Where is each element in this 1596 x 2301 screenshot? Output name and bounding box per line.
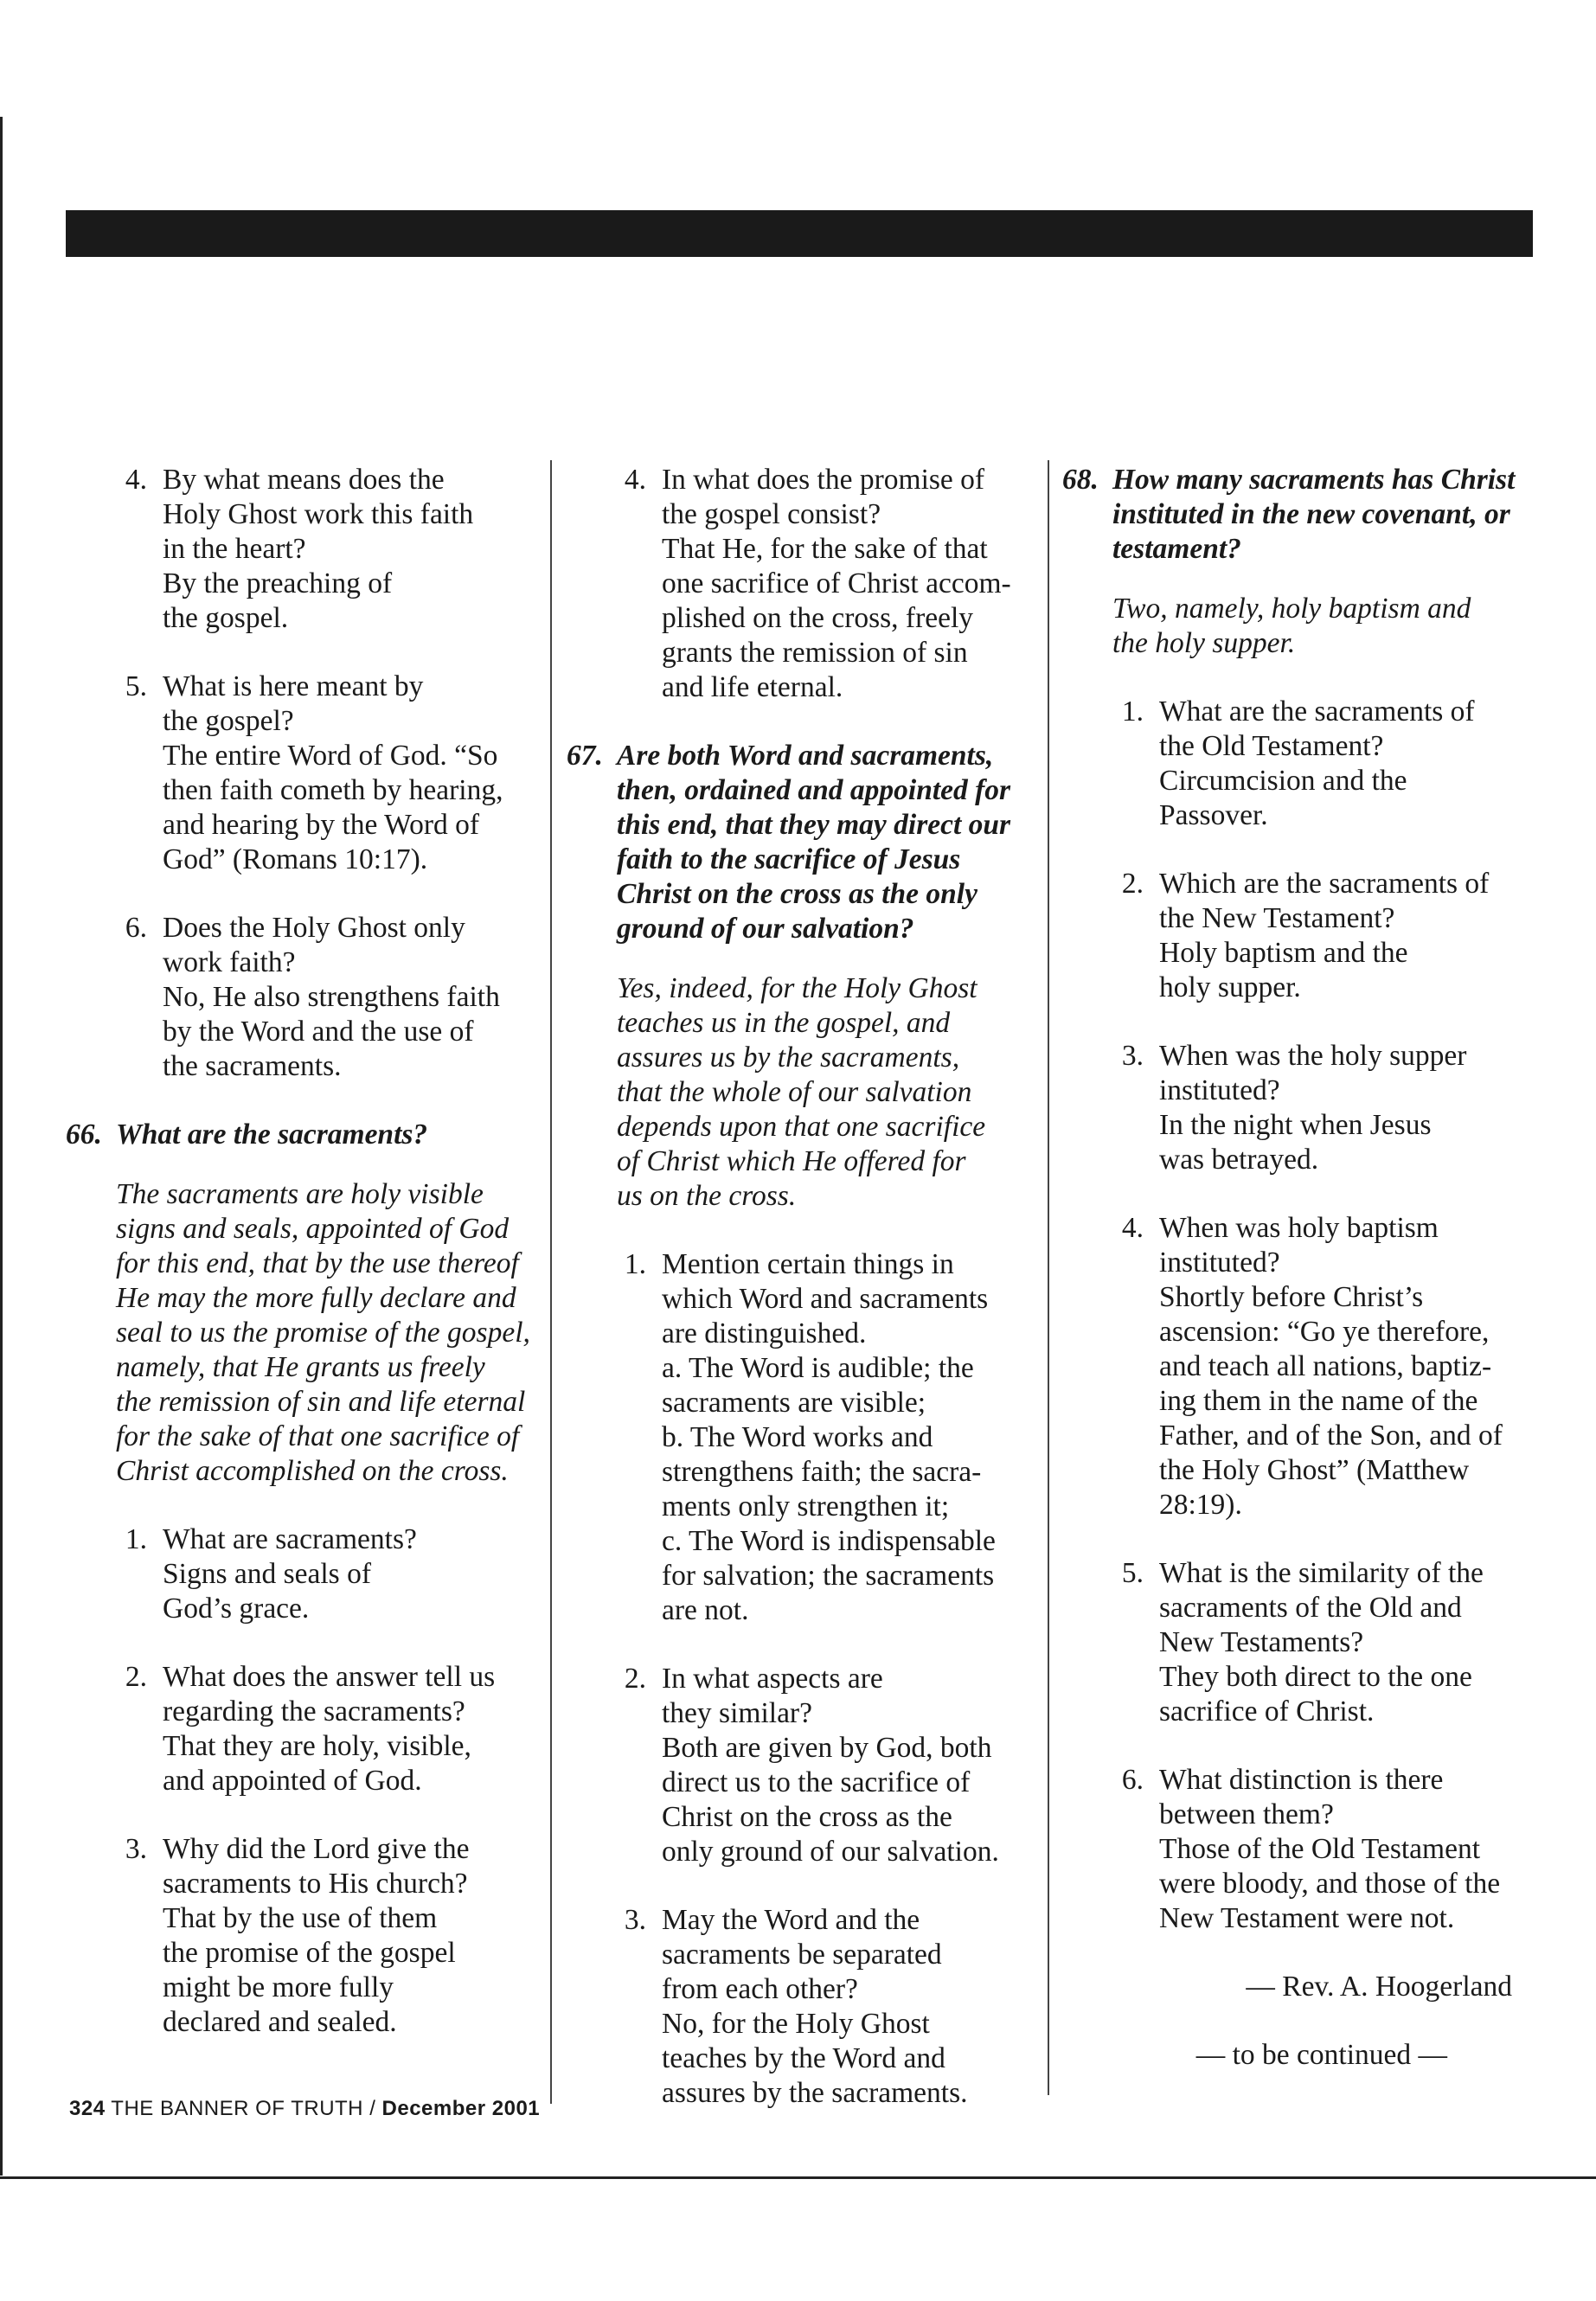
sub-question-6	[66, 911, 542, 1084]
question-number: 67.	[567, 740, 603, 772]
answer-66	[66, 1177, 542, 1489]
text-line: Why did the Lord give the	[163, 1833, 470, 1865]
text-line: In what aspects are	[662, 1663, 883, 1695]
answer-line: the holy supper.	[1112, 627, 1296, 659]
text-line: sacraments are visible;	[662, 1387, 926, 1419]
text-line: only ground of our salvation.	[662, 1836, 999, 1868]
text-line: No, for the Holy Ghost	[662, 2008, 930, 2040]
text-line: ing them in the name of the	[1159, 1385, 1478, 1417]
text-line: declared and sealed.	[163, 2006, 397, 2038]
text-line: In the night when Jesus	[1159, 1109, 1432, 1141]
item-number: 3.	[1121, 1040, 1144, 1072]
text-line: By the preaching of	[163, 567, 393, 599]
question-text: this end, that they may direct our	[617, 809, 1011, 841]
page-number: 324	[69, 2097, 106, 2120]
answer-line: Two, namely, holy baptism and	[1112, 593, 1471, 625]
text-line: God” (Romans 10:17).	[163, 843, 428, 875]
text-line: Holy Ghost work this faith	[163, 498, 474, 530]
page-footer	[69, 2097, 540, 2121]
sub-question-5	[66, 670, 542, 877]
answer-line: Christ accomplished on the cross.	[116, 1455, 509, 1487]
text-line: strengthens faith; the sacra-	[662, 1456, 982, 1488]
text-line: When was the holy supper	[1159, 1040, 1467, 1072]
answer-line: the remission of sin and life eternal	[116, 1386, 526, 1418]
text-line: the New Testament?	[1159, 902, 1395, 934]
answer-line: Yes, indeed, for the Holy Ghost	[617, 972, 977, 1004]
column-3	[1062, 463, 1529, 2073]
sub-question-5	[1062, 1556, 1529, 1729]
text-line: grants the remission of sin	[662, 637, 968, 669]
answer-line: us on the cross.	[617, 1180, 797, 1212]
item-number: 3.	[624, 1904, 646, 1936]
sub-question-1	[66, 1522, 542, 1626]
text-line: regarding the sacraments?	[163, 1695, 465, 1727]
text-line: and life eternal.	[662, 671, 843, 703]
sub-question-2	[1062, 867, 1529, 1005]
text-line: What are the sacraments of	[1159, 695, 1475, 727]
column-1	[66, 463, 542, 2040]
item-number: 4.	[624, 464, 646, 496]
text-line: That they are holy, visible,	[163, 1730, 471, 1762]
sub-question-2	[66, 1660, 542, 1798]
text-line: sacrifice of Christ.	[1159, 1695, 1375, 1727]
item-number: 6.	[125, 912, 147, 944]
text-line: the sacraments.	[163, 1050, 342, 1082]
text-line: from each other?	[662, 1973, 858, 2005]
text-line: sacraments of the Old and	[1159, 1592, 1462, 1624]
text-line: which Word and sacraments	[662, 1283, 989, 1315]
item-number: 2.	[1121, 868, 1144, 900]
text-line: was betrayed.	[1159, 1144, 1319, 1176]
question-text: Are both Word and sacraments,	[617, 740, 994, 772]
item-number: 4.	[1121, 1212, 1144, 1244]
text-line: They both direct to the one	[1159, 1661, 1472, 1693]
question-text: then, ordained and appointed for	[617, 774, 1011, 806]
text-line: The entire Word of God. “So	[163, 740, 498, 772]
text-line: are distinguished.	[662, 1317, 867, 1349]
text-line: in the heart?	[163, 533, 306, 565]
text-line: Father, and of the Son, and of	[1159, 1420, 1503, 1452]
question-number: 68.	[1062, 464, 1099, 496]
sub-question-3	[567, 1903, 1038, 2111]
text-line: direct us to the sacrifice of	[662, 1766, 971, 1798]
sub-question-4	[1062, 1211, 1529, 1522]
question-68	[1062, 463, 1529, 567]
text-line: work faith?	[163, 946, 296, 978]
text-line: When was holy baptism	[1159, 1212, 1439, 1244]
text-line: then faith cometh by hearing,	[163, 774, 503, 806]
text-line: 28:19).	[1159, 1489, 1242, 1521]
question-text: testament?	[1112, 533, 1241, 565]
text-line: What is the similarity of the	[1159, 1557, 1484, 1589]
answer-line: that the whole of our salvation	[617, 1076, 972, 1108]
answer-line: seal to us the promise of the gospel,	[116, 1317, 530, 1349]
text-line: What does the answer tell us	[163, 1661, 496, 1693]
text-line: Those of the Old Testament	[1159, 1833, 1481, 1865]
text-line: instituted?	[1159, 1247, 1280, 1279]
text-line: by the Word and the use of	[163, 1016, 474, 1048]
text-line: for salvation; the sacraments	[662, 1560, 995, 1592]
answer-line: depends upon that one sacrifice	[617, 1111, 986, 1143]
sub-question-1	[567, 1247, 1038, 1628]
column-2	[567, 463, 1038, 2111]
text-line: they similar?	[662, 1697, 812, 1729]
answer-line: The sacraments are holy visible	[116, 1178, 484, 1210]
item-number: 5.	[125, 670, 147, 702]
column-divider-1	[550, 460, 552, 2104]
text-line: God’s grace.	[163, 1593, 310, 1625]
publication-name: THE BANNER OF TRUTH	[111, 2097, 364, 2120]
sub-question-2	[567, 1662, 1038, 1869]
sub-question-1	[1062, 695, 1529, 833]
text-line: instituted?	[1159, 1074, 1280, 1106]
text-line: Holy baptism and the	[1159, 937, 1408, 969]
text-line: the Holy Ghost” (Matthew	[1159, 1454, 1470, 1486]
sub-question-4	[567, 463, 1038, 705]
text-line: the gospel.	[163, 602, 289, 634]
continued-note: — to be continued —	[1195, 2039, 1447, 2071]
text-line: the gospel?	[163, 705, 294, 737]
text-line: Passover.	[1159, 799, 1268, 831]
text-line: Christ on the cross as the	[662, 1801, 952, 1833]
answer-68	[1062, 592, 1529, 661]
text-line: assures by the sacraments.	[662, 2077, 968, 2109]
sub-question-3	[1062, 1039, 1529, 1177]
text-line: What is here meant by	[163, 670, 424, 702]
author-signature: — Rev. A. Hoogerland	[1246, 1971, 1512, 2003]
text-line: and teach all nations, baptiz-	[1159, 1350, 1492, 1382]
sub-question-6	[1062, 1763, 1529, 1936]
text-line: Which are the sacraments of	[1159, 868, 1490, 900]
text-line: Circumcision and the	[1159, 765, 1407, 797]
text-line: New Testament were not.	[1159, 1902, 1455, 1934]
text-line: sacraments be separated	[662, 1939, 942, 1971]
text-line: Both are given by God, both	[662, 1732, 992, 1764]
text-line: b. The Word works and	[662, 1421, 933, 1453]
footer-separator: /	[369, 2097, 376, 2120]
text-line: plished on the cross, freely	[662, 602, 974, 634]
text-line: That He, for the sake of that	[662, 533, 988, 565]
text-line: Mention certain things in	[662, 1248, 954, 1280]
item-number: 1.	[624, 1248, 646, 1280]
text-line: the promise of the gospel	[163, 1937, 456, 1969]
text-line: are not.	[662, 1594, 749, 1626]
text-line: Signs and seals of	[163, 1558, 371, 1590]
answer-line: namely, that He grants us freely	[116, 1351, 485, 1383]
question-text: Christ on the cross as the only	[617, 878, 977, 910]
question-66	[66, 1118, 542, 1152]
sub-question-3	[66, 1832, 542, 2040]
answer-67	[567, 971, 1038, 1214]
left-margin-rule	[0, 117, 3, 2176]
item-number: 3.	[125, 1833, 147, 1865]
text-line: holy supper.	[1159, 971, 1301, 1003]
text-line: By what means does the	[163, 464, 445, 496]
text-line: and appointed of God.	[163, 1765, 422, 1797]
item-number: 5.	[1121, 1557, 1144, 1589]
text-line: New Testaments?	[1159, 1626, 1364, 1658]
text-line: the gospel consist?	[662, 498, 881, 530]
answer-line: for this end, that by the use thereof	[116, 1247, 519, 1279]
question-text: instituted in the new covenant, or	[1112, 498, 1510, 530]
question-text: faith to the sacrifice of Jesus	[617, 843, 961, 875]
text-line: Does the Holy Ghost only	[163, 912, 465, 944]
text-line: the Old Testament?	[1159, 730, 1384, 762]
answer-line: for the sake of that one sacrifice of	[116, 1420, 520, 1452]
text-line: c. The Word is indispensable	[662, 1525, 996, 1557]
answer-line: He may the more fully declare and	[116, 1282, 516, 1314]
item-number: 1.	[1121, 695, 1144, 727]
sub-question-4	[66, 463, 542, 636]
answer-line: of Christ which He offered for	[617, 1145, 966, 1177]
text-line: and hearing by the Word of	[163, 809, 480, 841]
question-text: How many sacraments has Christ	[1112, 464, 1516, 496]
text-line: ascension: “Go ye therefore,	[1159, 1316, 1490, 1348]
issue-date: December 2001	[381, 2097, 541, 2120]
text-line: ments only strengthen it;	[662, 1490, 950, 1522]
question-number: 66.	[66, 1118, 102, 1150]
text-line: might be more fully	[163, 1971, 394, 2003]
bottom-rule	[0, 2176, 1596, 2179]
text-line: between them?	[1159, 1798, 1334, 1830]
text-line: That by the use of them	[163, 1902, 438, 1934]
text-line: No, He also strengthens faith	[163, 981, 500, 1013]
question-text: ground of our salvation?	[617, 913, 914, 945]
item-number: 6.	[1121, 1764, 1144, 1796]
question-67	[567, 739, 1038, 946]
text-line: May the Word and the	[662, 1904, 920, 1936]
header-band	[66, 210, 1533, 257]
text-line: What distinction is there	[1159, 1764, 1444, 1796]
text-line: sacraments to His church?	[163, 1868, 468, 1900]
column-divider-2	[1048, 460, 1049, 2095]
text-line: a. The Word is audible; the	[662, 1352, 974, 1384]
answer-line: assures us by the sacraments,	[617, 1042, 960, 1074]
text-line: teaches by the Word and	[662, 2042, 945, 2074]
text-line: In what does the promise of	[662, 464, 985, 496]
text-line: one sacrifice of Christ accom-	[662, 567, 1011, 599]
text-line: What are sacraments?	[163, 1523, 417, 1555]
item-number: 2.	[624, 1663, 646, 1695]
item-number: 2.	[125, 1661, 147, 1693]
item-number: 4.	[125, 464, 147, 496]
text-line: Shortly before Christ’s	[1159, 1281, 1424, 1313]
question-text: What are the sacraments?	[116, 1118, 428, 1150]
text-line: were bloody, and those of the	[1159, 1868, 1501, 1900]
item-number: 1.	[125, 1523, 147, 1555]
answer-line: teaches us in the gospel, and	[617, 1007, 951, 1039]
answer-line: signs and seals, appointed of God	[116, 1213, 510, 1245]
